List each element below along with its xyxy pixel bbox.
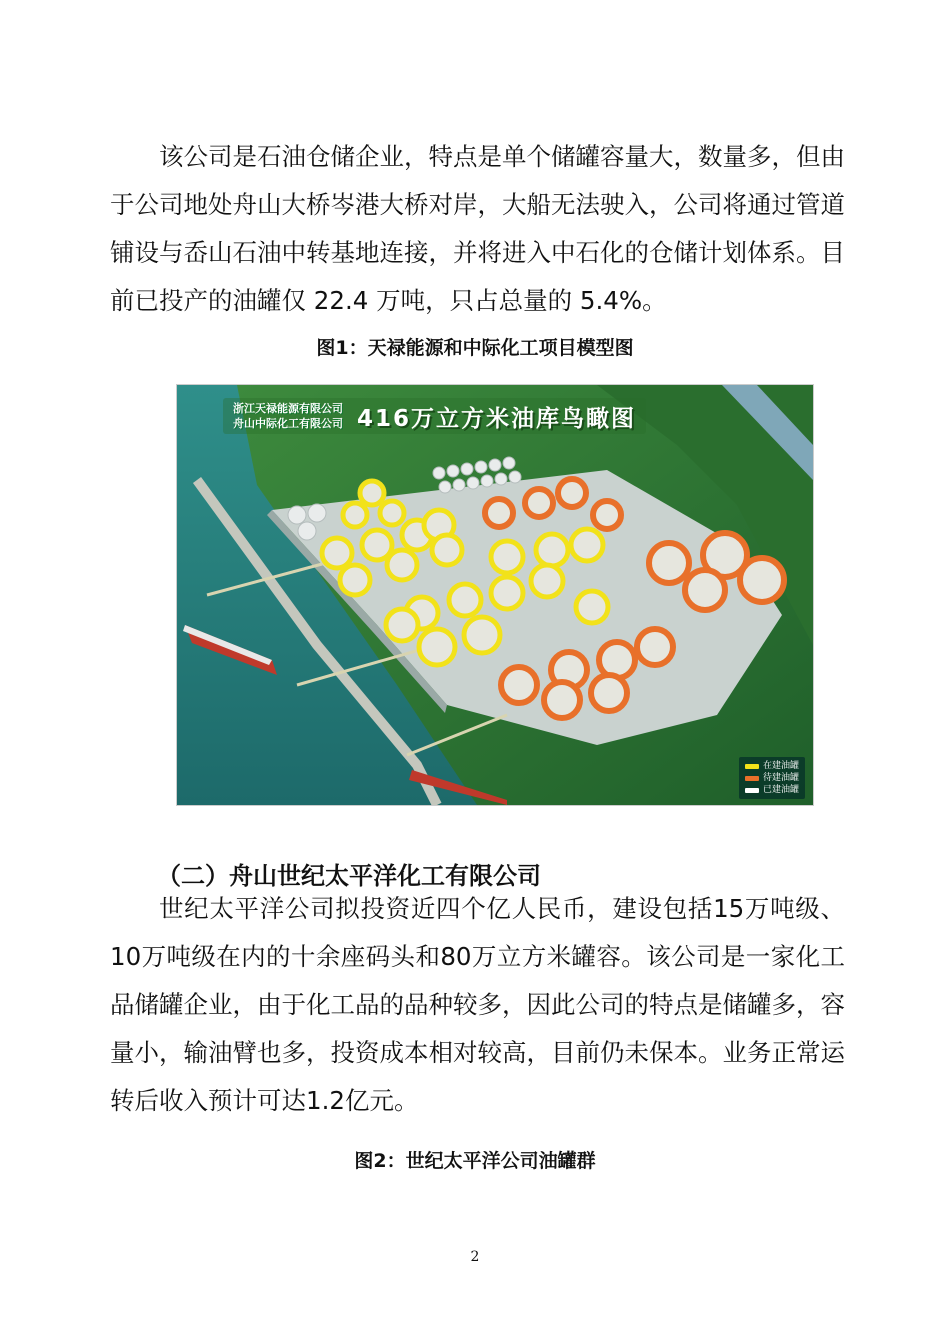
legend-label: 待建油罐 xyxy=(762,773,799,783)
paragraph-1: 该公司是石油仓储企业，特点是单个储罐容量大，数量多，但由于公司地处舟山大桥岑港大桥对岸，大船无法驶入，公司将通过管道铺设与岙山石油中转基地连接，并将进入中石化的仓储计划体系。目前已投产的油罐仅 22.4 万吨，只占总量的 5.4%。 xyxy=(110,142,845,315)
legend-label: 在建油罐 xyxy=(762,761,799,771)
legend-swatch-yellow xyxy=(745,764,759,769)
oil-depot-aerial-illustration xyxy=(177,385,813,805)
legend-label: 已建油罐 xyxy=(762,785,799,795)
figure-1-image xyxy=(176,384,814,806)
legend-item-to-be-built xyxy=(745,772,799,784)
section-heading: （二）舟山世纪太平洋化工有限公司 xyxy=(157,862,541,890)
figure-1-legend xyxy=(739,757,805,799)
paragraph-2: 世纪太平洋公司拟投资近四个亿人民币，建设包括15万吨级、10万吨级在内的十余座码头和80万立方米罐容。该公司是一家化工品储罐企业，由于化工品的品种较多，因此公司的特点是储罐多，容量小，输油臂也多，投资成本相对较高，目前仍未保本。业务正常运转后收入预计可达1.2亿元。 xyxy=(110,894,845,1115)
figure-2-caption: 图2：世纪太平洋公司油罐群 xyxy=(354,1150,596,1172)
legend-item-under-construction xyxy=(745,760,799,772)
legend-item-built xyxy=(745,784,799,796)
legend-swatch-white xyxy=(745,788,759,793)
page-number: 2 xyxy=(470,1249,480,1265)
figure-1-company-2: 舟山中际化工有限公司 xyxy=(233,417,343,430)
figure-1-title-banner xyxy=(223,398,646,434)
figure-1-caption: 图1：天禄能源和中际化工项目模型图 xyxy=(316,337,634,359)
figure-1-company-1: 浙江天禄能源有限公司 xyxy=(233,402,343,415)
figure-1-title: 416万立方米油库鸟瞰图 xyxy=(357,405,637,432)
legend-swatch-orange xyxy=(745,776,759,781)
